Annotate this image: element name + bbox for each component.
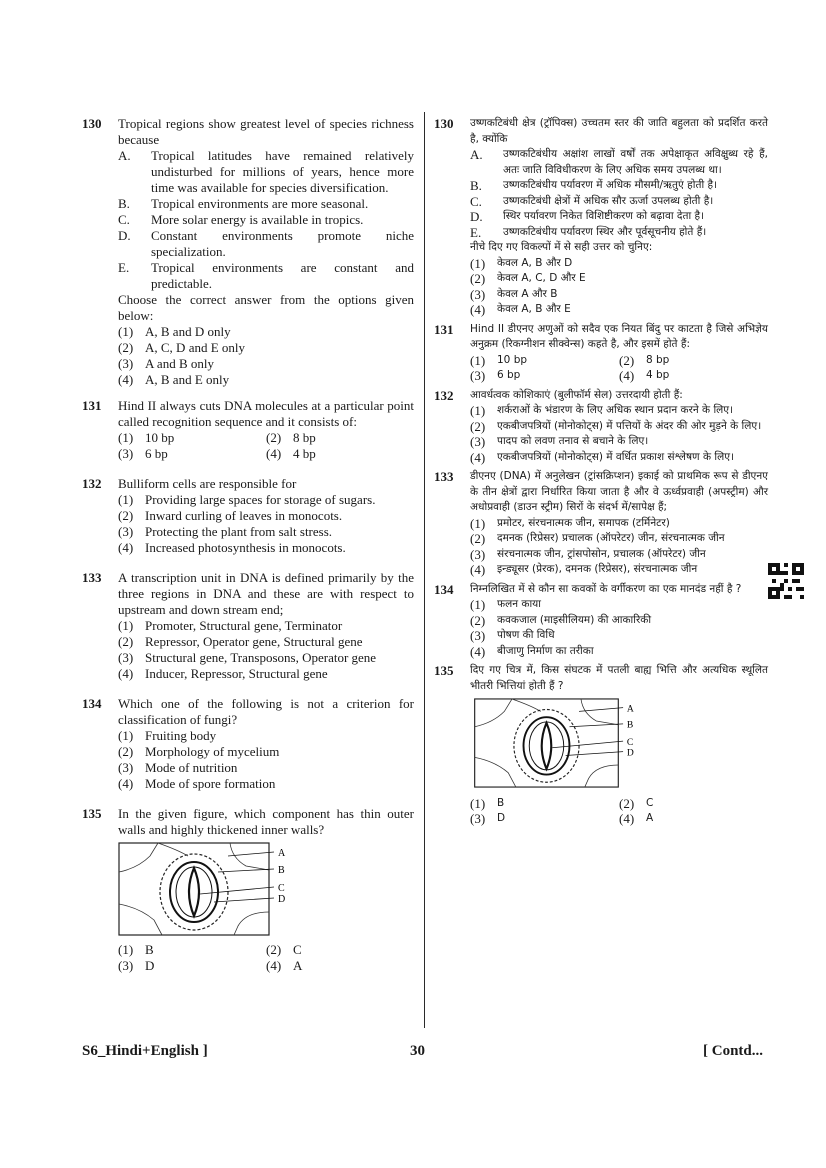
figure-label: C <box>626 736 634 748</box>
option[interactable]: (4) 4 bp <box>619 368 670 383</box>
statement: E. Tropical environments are constant and predictable. <box>118 260 414 291</box>
statement: D. स्थिर पर्यावरण निकेत विशिष्टीकरण को बढ़ावा देता है। <box>470 209 705 224</box>
option[interactable]: (3) 6 bp <box>118 446 168 461</box>
option[interactable]: (1) Promoter, Structural gene, Terminator <box>118 618 343 633</box>
option[interactable]: (4) A <box>266 958 303 973</box>
question-text: आवर्धत्वक कोशिकाएं (बुलीफॉर्म सेल) उत्तरदायी होती हैं: <box>470 388 683 401</box>
stomata-diagram <box>118 842 293 936</box>
column-divider <box>424 112 425 1028</box>
option[interactable]: (3) 6 bp <box>470 368 521 383</box>
question-text: Bulliform cells are responsible for <box>118 476 297 491</box>
option[interactable]: (3) संरचनात्मक जीन, ट्रांसपोसोन, प्रचालक (ऑपरेटर) जीन <box>470 546 706 562</box>
question-132-hindi <box>434 388 768 466</box>
option[interactable]: (4) एकबीजपत्रियों (मोनोकोट्स) में वर्धित प्रकाश संश्लेषण के लिए। <box>470 449 735 465</box>
option[interactable]: (1) A, B and D only <box>118 324 231 339</box>
option[interactable]: (2) केवल A, C, D और E <box>470 271 586 286</box>
option[interactable]: (1) 10 bp <box>118 430 175 445</box>
statement: D. Constant environments promote niche specialization. <box>118 228 414 259</box>
qr-code-icon <box>768 563 804 599</box>
option[interactable]: (1) B <box>470 795 505 811</box>
option[interactable]: (1) प्रमोटर, संरचनात्मक जीन, समापक (टर्मिनेटर) <box>470 515 670 531</box>
option[interactable]: (1) केवल A, B और D <box>470 255 573 271</box>
figure-label: D <box>626 747 634 759</box>
instruction: नीचे दिए गए विकल्पों में से सही उत्तर को चुनिए: <box>470 241 653 253</box>
stomata-figure <box>118 842 414 940</box>
question-134-hindi <box>434 582 768 660</box>
figure-label: A <box>278 848 286 859</box>
question-130 <box>82 116 414 388</box>
question-text: निम्नलिखित में से कौन सा कवकों के वर्गीकरण का एक मानदंड नहीं है ? <box>470 582 742 595</box>
english-column <box>82 116 414 974</box>
option[interactable]: (2) C <box>619 795 654 811</box>
option[interactable]: (4) इन्ड्यूसर (प्रेरक), दमनक (रिप्रेसर), संरचनात्मक जीन <box>470 562 698 577</box>
option[interactable]: (3) पोषण की विधि <box>470 628 555 643</box>
option[interactable]: (1) फलन काया <box>470 597 541 612</box>
option[interactable]: (3) Mode of nutrition <box>118 760 238 775</box>
question-133-hindi <box>434 469 768 578</box>
figure-label: C <box>278 883 285 894</box>
option[interactable]: (3) Structural gene, Transposons, Operator gene <box>118 650 377 665</box>
option[interactable]: (3) Protecting the plant from salt stress. <box>118 524 333 539</box>
stomata-diagram <box>470 698 645 788</box>
stomata-figure <box>470 698 768 794</box>
question-number: 133 <box>434 469 454 484</box>
option[interactable]: (3) पादप को लवण तनाव से बचाने के लिए। <box>470 434 649 449</box>
question-text: In the given figure, which component has thin outer walls and highly thickened inner walls? <box>118 806 414 837</box>
option[interactable]: (2) कवकजाल (माइसीलियम) की आकारिकी <box>470 612 652 628</box>
page-number: 30 <box>410 1043 425 1059</box>
question-number: 134 <box>434 581 454 597</box>
option[interactable]: (2) Morphology of mycelium <box>118 744 280 759</box>
statement: C. More solar energy is available in tropics. <box>118 212 364 227</box>
option[interactable]: (2) 8 bp <box>619 352 670 368</box>
option[interactable]: (1) शर्कराओं के भंडारण के लिए अधिक स्थान प्रदान करने के लिए। <box>470 403 734 418</box>
option[interactable]: (3) केवल A और B <box>470 286 558 302</box>
option[interactable]: (4) 4 bp <box>266 446 316 461</box>
option[interactable]: (3) D <box>470 811 506 826</box>
statement: C. उष्णकटिबंधी क्षेत्रों में अधिक सौर ऊर्जा उपलब्ध होती है। <box>470 193 714 209</box>
option[interactable]: (2) एकबीजपत्रियों (मोनोकोट्स) में पत्तियों के अंदर की ओर मुड़ने के लिए। <box>470 418 762 434</box>
option[interactable]: (1) Providing large spaces for storage of sugars. <box>118 492 376 507</box>
question-text: Hind II always cuts DNA molecules at a particular point called recognition sequence and it consists of: <box>118 398 414 429</box>
option[interactable]: (1) Fruiting body <box>118 728 217 743</box>
statement: A. Tropical latitudes have remained relatively undisturbed for millions of years, hence more time was available for species diversification. <box>118 148 414 195</box>
statement: E. उष्णकटिबंधीय पर्यावरण स्थिर और पूर्वसूचनीय होते हैं। <box>470 224 707 240</box>
option[interactable]: (2) Repressor, Operator gene, Structural gene <box>118 634 363 649</box>
question-number: 131 <box>434 321 454 337</box>
option[interactable]: (2) दमनक (रिप्रेसर) प्रचालक (ऑपरेटर) जीन, संरचनात्मक जीन <box>470 531 725 546</box>
option[interactable]: (3) A and B only <box>118 356 214 371</box>
paper-code: S6_Hindi+English ] <box>82 1043 208 1059</box>
figure-label: D <box>278 894 286 905</box>
question-134 <box>82 696 414 792</box>
option[interactable]: (1) B <box>118 942 154 957</box>
question-number: 135 <box>82 806 102 821</box>
option[interactable]: (2) 8 bp <box>266 430 316 445</box>
question-text: उष्णकटिबंधी क्षेत्र (ट्रॉपिक्स) उच्चतम स्तर की जाति बहुलता को प्रदर्शित करते है, क्योंकि <box>470 117 768 145</box>
continued-note: [ Contd... <box>703 1043 764 1059</box>
instruction: Choose the correct answer from the options given below: <box>118 292 414 323</box>
question-133 <box>82 570 414 682</box>
option[interactable]: (4) Mode of spore formation <box>118 776 276 791</box>
question-number: 132 <box>434 387 454 403</box>
question-text: दिए गए चित्र में, किस संघटक में पतली बाह्य भित्ति और अत्यधिक स्थूलित भीतरी भित्तियां होती हैं ? <box>470 664 768 692</box>
figure-label: A <box>626 703 634 715</box>
question-135 <box>82 806 414 974</box>
statement: A. उष्णकटिबंधीय अक्षांश लाखों वर्षों तक अपेक्षाकृत अविक्षुब्ध रहे हैं, अतः जाति विविधीकरण के लिए अधिक समय उपलब्ध था। <box>470 147 768 176</box>
option[interactable]: (2) A, C, D and E only <box>118 340 246 355</box>
hindi-column <box>434 116 768 827</box>
option[interactable]: (4) बीजाणु निर्माण का तरीका <box>470 643 594 659</box>
option[interactable]: (4) A <box>619 811 654 826</box>
option[interactable]: (4) केवल A, B और E <box>470 302 571 317</box>
option[interactable]: (2) Inward curling of leaves in monocots. <box>118 508 343 523</box>
figure-label: B <box>626 719 634 731</box>
option[interactable]: (2) C <box>266 942 302 957</box>
statement: B. उष्णकटिबंधीय पर्यावरण में अधिक मौसमी/ऋतुएं होती है। <box>470 178 718 193</box>
question-130-hindi <box>434 116 768 318</box>
question-number: 135 <box>434 663 454 678</box>
question-132 <box>82 476 414 556</box>
option[interactable]: (1) 10 bp <box>470 352 528 368</box>
question-number: 131 <box>82 398 102 413</box>
question-131-hindi <box>434 322 768 384</box>
question-number: 134 <box>82 696 102 711</box>
question-135-hindi <box>434 663 768 827</box>
option[interactable]: (3) D <box>118 958 155 973</box>
question-131 <box>82 398 414 462</box>
option[interactable]: (4) A, B and E only <box>118 372 230 387</box>
question-text: Hind II डीएनए अणुओं को सदैव एक नियत बिंदु पर काटता है जिसे अभिज्ञेय अनुक्रम (रिकग्नीशन सीक्वेन्स) कहते है, और इसमें होते हैं: <box>470 322 768 350</box>
option[interactable]: (4) Inducer, Repressor, Structural gene <box>118 666 328 681</box>
question-number: 130 <box>82 116 102 131</box>
statement: B. Tropical environments are more seasonal. <box>118 196 369 211</box>
option[interactable]: (4) Increased photosynthesis in monocots. <box>118 540 346 555</box>
question-text: Which one of the following is not a criterion for classification of fungi? <box>118 696 414 727</box>
figure-label: B <box>278 865 285 876</box>
question-number: 132 <box>82 476 102 491</box>
question-text: डीएनए (DNA) में अनुलेखन (ट्रांसक्रिप्शन) इकाई को प्राथमिक रूप से डीएनए के तीन क्षेत्रों द्वारा निर्धारित किया जाता है और वे ऊर्ध्वप्रवाही (अपस्ट्रीम) और अधोप्रवाही (डाउन स्ट्रीम) सिरों के संदर्भ में/सापेक्ष हैं; <box>470 470 768 513</box>
question-number: 133 <box>82 570 102 585</box>
question-text: Tropical regions show greatest level of species richness because <box>118 116 414 147</box>
question-text: A transcription unit in DNA is defined primarily by the three regions in DNA and these are with respect to upstream and down stream end; <box>118 570 414 617</box>
question-number: 130 <box>434 116 454 131</box>
